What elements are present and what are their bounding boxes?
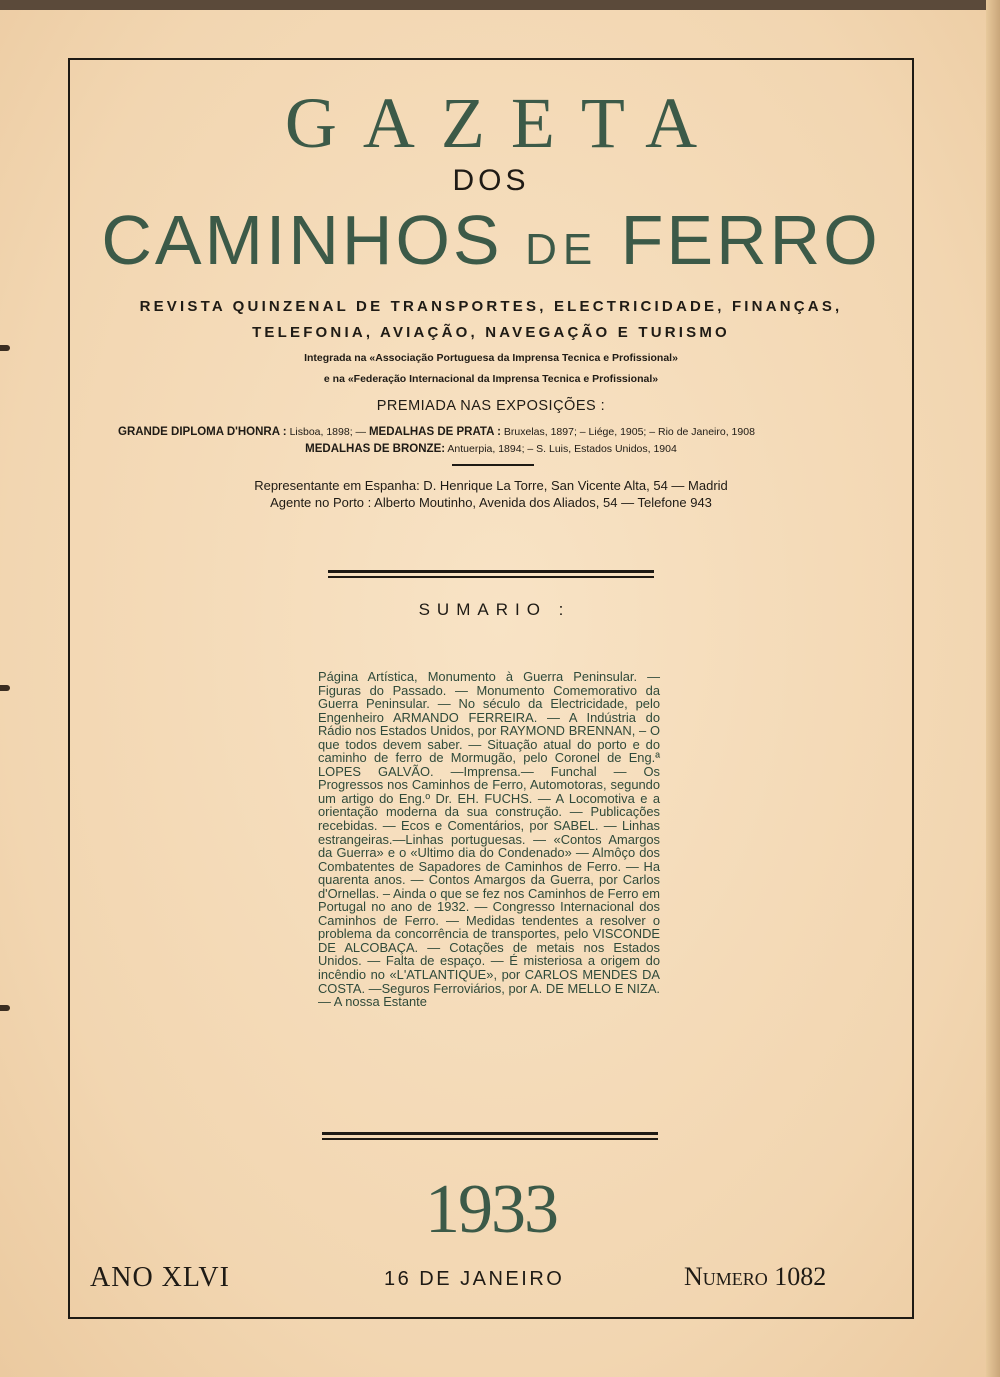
- page-top-edge: [0, 0, 1000, 10]
- masthead-word-de: DE: [525, 225, 599, 274]
- binding-hole: [0, 345, 10, 351]
- double-rule-bottom-lower: [322, 1138, 658, 1140]
- summary-text: Página Artística, Monumento à Guerra Peninsular. — Figuras do Passado. — Monumento Comemorativo da Guerra Peninsular. — No século da Electricidade, pelo Engenheiro ARMANDO FERREIRA. — A Indústria do Rádio nos Estados Unidos, por RAYMOND BRENNAN, – O que todos devem saber. — Situação atual do porto e do caminho de ferro de Mormugão, pelo Coronel de Eng.ª LOPES GALVÃO. —Imprensa.— Funchal — Os Progressos nos Caminhos de Ferro, Automotoras, segundo um artigo do Eng.º Dr. EH. FUCHS. — A Locomotiva e a orientação moderna da sua construção. — Publicações recebidas. — Ecos e Comentários, por SABEL. — Linhas estrangeiras.—Linhas portuguesas. — «Contos Amargos da Guerra» e o «Ultimo dia do Condenado» — Almôço dos Combatentes de Sapadores de Caminhos de Ferro. — Ha quarenta anos. — Contos Amargos da Guerra, por Carlos d'Ornellas. – Ainda o que se fez nos Caminhos de Ferro em Portugal no ano de 1932. — Congresso Internacional dos Caminhos de Ferro. — Medidas tendentes a resolver o problema da concorrência de transportes, pelo VISCONDE DE ALCOBAÇA. — Cotações de metais nos Estados Unidos. — Falta de espaço. — É misteriosa a origem do incêndio no «L'ATLANTIQUE», por CARLOS MENDES DA COSTA. —Seguros Ferroviários, por A. DE MELLO E NIZA. — A nossa Estante: [318, 669, 660, 1010]
- issue-year: 1933: [425, 1171, 557, 1248]
- award-label-prata: MEDALHAS DE PRATA :: [368, 426, 501, 438]
- awards-line2: [70, 443, 912, 455]
- issue-volume: ANO XLVI: [90, 1262, 230, 1293]
- double-rule-bottom: [328, 576, 654, 578]
- issue-date: 16 DE JANEIRO: [384, 1268, 565, 1290]
- masthead-title-dos: DOS: [452, 164, 530, 197]
- integration-line2: e na «Federação Internacional da Imprensa Tecnica e Profissional»: [323, 373, 659, 385]
- award-label-bronze: MEDALHAS DE BRONZE:: [305, 443, 446, 455]
- agent-porto: Agente no Porto : Alberto Moutinho, Avenida dos Aliados, 54 — Telefone 943: [270, 495, 712, 510]
- binding-hole: [0, 1005, 10, 1011]
- masthead-title-caminhos-de-ferro: [70, 200, 912, 280]
- double-rule-top: [328, 570, 654, 573]
- short-divider: [452, 464, 534, 466]
- masthead-word-caminhos: CAMINHOS: [101, 201, 503, 279]
- masthead-subtitle-line1: REVISTA QUINZENAL DE TRANSPORTES, ELECTRICIDADE, FINANÇAS,: [139, 298, 843, 315]
- cover-border-frame: [68, 58, 914, 1319]
- binding-hole: [0, 685, 10, 691]
- award-honra-value: Lisboa, 1898; —: [289, 426, 367, 438]
- masthead-word-ferro: FERRO: [620, 201, 881, 279]
- summary-heading: SUMARIO :: [418, 600, 571, 619]
- representative-spain: Representante em Espanha: D. Henrique La Torre, San Vicente Alta, 54 — Madrid: [254, 478, 728, 493]
- issue-number-label: Numero: [684, 1262, 768, 1291]
- issue-number-block: [684, 1262, 826, 1292]
- masthead-subtitle-line2: TELEFONIA, AVIAÇÃO, NAVEGAÇÃO E TURISMO: [252, 324, 730, 341]
- awards-line1: [118, 426, 908, 438]
- award-label-honra: GRANDE DIPLOMA D'HONRA :: [118, 426, 287, 438]
- award-prata-value: Bruxelas, 1897; – Liége, 1905; – Rio de Janeiro, 1908: [503, 426, 755, 438]
- masthead-title-gazeta: GAZETA: [284, 83, 724, 163]
- issue-number: 1082: [774, 1262, 827, 1291]
- integration-line1: Integrada na «Associação Portuguesa da Imprensa Tecnica e Profissional»: [304, 352, 678, 364]
- award-bronze-value: Antuerpia, 1894; – S. Luis, Estados Unidos, 1904: [447, 443, 677, 455]
- page-right-edge: [986, 0, 1000, 1377]
- awards-heading: PREMIADA NAS EXPOSIÇÕES :: [376, 398, 606, 414]
- double-rule-top-lower: [322, 1132, 658, 1135]
